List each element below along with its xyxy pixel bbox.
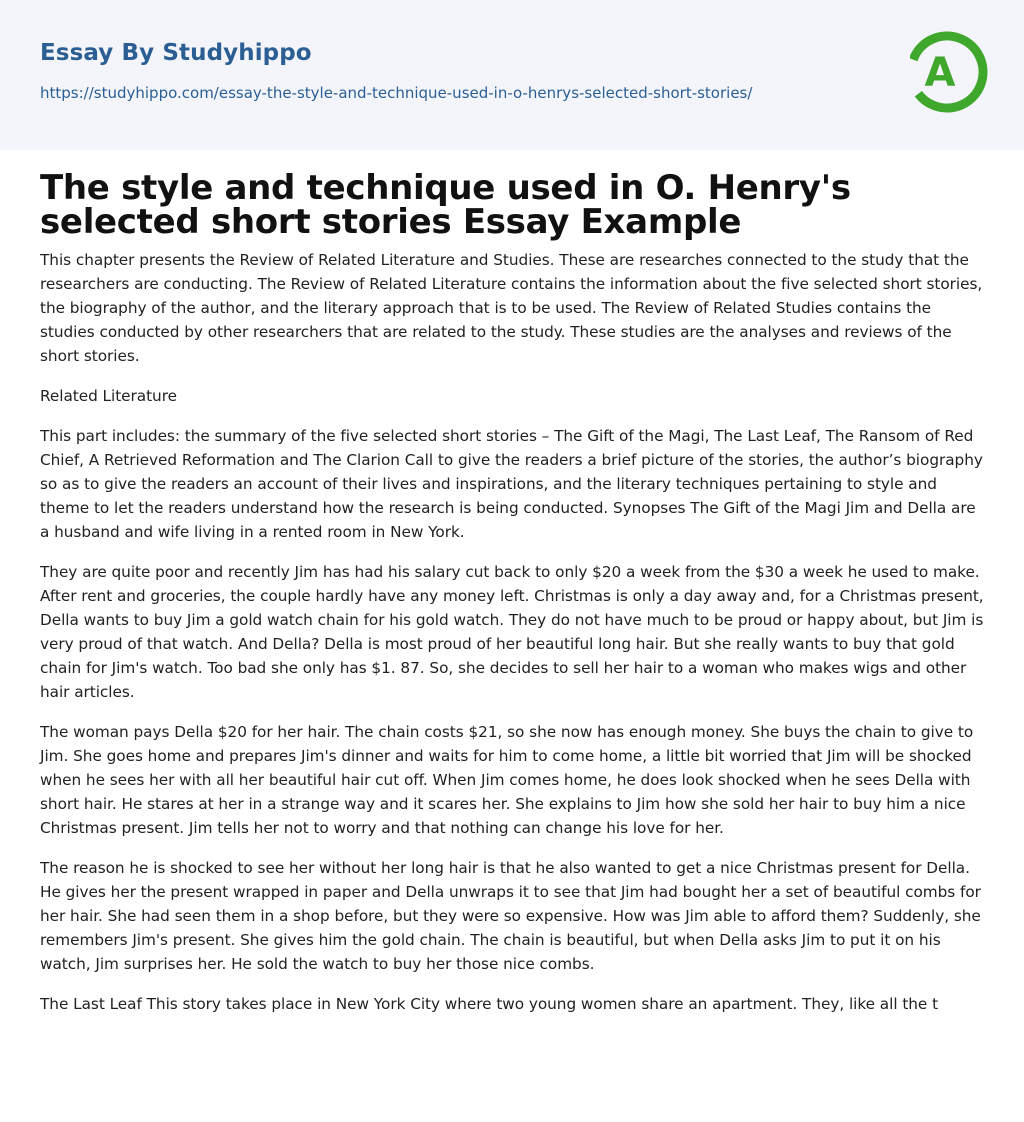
- essay-url-link[interactable]: https://studyhippo.com/essay-the-style-and-technique-used-in-o-henrys-selected-short-stories/: [40, 84, 753, 102]
- article-paragraph: The woman pays Della $20 for her hair. The chain costs $21, so she now has enough money. She buys the chain to give to Jim. She goes home and prepares Jim's dinner and waits for him to come home, a little bit worried that Jim will be shocked when he sees her with all her beautiful hair cut off. When Jim comes home, he does look shocked when he sees Della with short hair. He stares at her in a strange way and it scares her. She explains to Jim how she sold her hair to buy him a nice Christmas present. Jim tells her not to worry and that nothing can change his love for her.: [40, 723, 974, 837]
- studyhippo-logo-icon[interactable]: [910, 28, 988, 116]
- article-title: The style and technique used in O. Henry's selected short stories Essay Example: [40, 168, 851, 242]
- article-paragraph: The reason he is shocked to see her without her long hair is that he also wanted to get a nice Christmas present for Della. He gives her the present wrapped in paper and Della unwraps it to see that Jim had bought her a set of beautiful combs for her hair. She had seen them in a shop before, but they were so expensive. How was Jim able to afford them? Suddenly, she remembers Jim's present. She gives him the gold chain. The chain is beautiful, but when Della asks Jim to put it on his watch, Jim surprises her. He sold the watch to buy her those nice combs.: [40, 859, 981, 973]
- article-paragraph: This part includes: the summary of the five selected short stories – The Gift of the Magi, The Last Leaf, The Ransom of Red Chief, A Retrieved Reformation and The Clarion Call to give the readers a brief picture of the stories, the author’s biography so as to give the readers an account of their lives and inspirations, and the literary techniques pertaining to style and theme to let the readers understand how the research is being conducted. Synopses The Gift of the Magi Jim and Della are a husband and wife living in a rented room in New York.: [40, 427, 983, 541]
- article-paragraph-truncated: The Last Leaf This story takes place in New York City where two young women share an apartment. They, like all the t: [40, 995, 939, 1013]
- logo-letter: A: [924, 50, 956, 96]
- article: [0, 150, 1024, 1016]
- section-heading-related-literature: Related Literature: [40, 387, 177, 405]
- site-header: [0, 0, 1024, 150]
- site-brand[interactable]: Essay By Studyhippo: [40, 40, 312, 66]
- article-paragraph: They are quite poor and recently Jim has had his salary cut back to only $20 a week from the $30 a week he used to make. After rent and groceries, the couple hardly have any money left. Christmas is only a day away and, for a Christmas present, Della wants to buy Jim a gold watch chain for his gold watch. They do not have much to be proud or happy about, but Jim is very proud of that watch. And Della? Della is most proud of her beautiful long hair. But she really wants to buy that gold chain for Jim's watch. Too bad she only has $1. 87. So, she decides to sell her hair to a woman who makes wigs and other hair articles.: [40, 563, 984, 701]
- article-paragraph: This chapter presents the Review of Related Literature and Studies. These are researches connected to the study that the researchers are conducting. The Review of Related Literature contains the information about the five selected short stories, the biography of the author, and the literary approach that is to be used. The Review of Related Studies contains the studies conducted by other researchers that are related to the study. These studies are the analyses and reviews of the short stories.: [40, 251, 983, 365]
